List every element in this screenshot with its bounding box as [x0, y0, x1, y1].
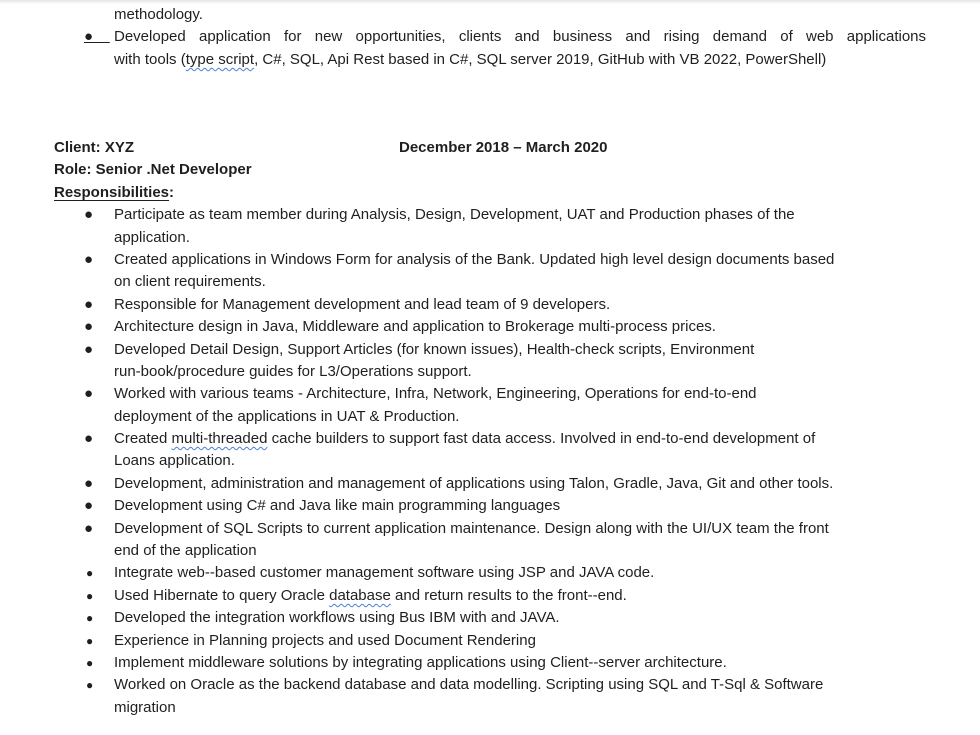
- bullet-icon: ●: [84, 430, 94, 448]
- spellcheck-flag[interactable]: multi-threaded: [171, 430, 268, 448]
- list-item: [54, 249, 940, 294]
- list-item: [54, 26, 940, 71]
- bullet-line: Developed Detail Design, Support Articles (for known issues), Health-check scripts, Environment: [114, 340, 755, 358]
- bullet-icon: ●: [86, 611, 94, 626]
- list-item: [54, 585, 940, 607]
- bullet-icon: ●: [86, 678, 94, 693]
- client-label: Client: XYZ: [54, 139, 135, 156]
- bullet-line: Developed application for new opportunities, clients and business and rising demand of web applications: [114, 28, 926, 46]
- continuation-text: methodology.: [114, 6, 203, 23]
- list-item: [54, 316, 940, 338]
- bullet-icon: ●: [84, 206, 94, 224]
- text: , C#, SQL, Api Rest based in C#, SQL server 2019, GitHub with VB 2022, PowerShell): [254, 50, 827, 68]
- job-section: [54, 137, 940, 719]
- list-item: [54, 339, 940, 384]
- bullet-line: Development of SQL Scripts to current application maintenance. Design along with the UI/UX team the front: [114, 519, 829, 537]
- list-item: [54, 428, 940, 473]
- list-item: [54, 630, 940, 652]
- job-dates: December 2018 – March 2020: [399, 139, 608, 156]
- list-item: [54, 674, 940, 719]
- bullet-line: Developed the integration workflows using Bus IBM with and JAVA.: [114, 609, 560, 627]
- heading-text: Responsibilities: [54, 183, 170, 201]
- list-item: [54, 652, 940, 674]
- bullet-icon: ●: [86, 655, 94, 670]
- text: with tools (: [114, 50, 186, 68]
- bullet-line: Development using C# and Java like main programming languages: [114, 497, 561, 515]
- list-item: [54, 495, 940, 517]
- bullet-line: Integrate web--based customer management software using JSP and JAVA code.: [114, 564, 655, 582]
- bullet-icon: ●: [84, 318, 94, 336]
- bullet-line: Architecture design in Java, Middleware and application to Brokerage multi-process prices.: [114, 318, 716, 336]
- bullet-icon: ●: [86, 633, 94, 648]
- spellcheck-flag[interactable]: type script: [185, 50, 255, 68]
- bullet-line: Participate as team member during Analysis, Design, Development, UAT and Production phases of the: [114, 206, 795, 224]
- list-item: [54, 383, 940, 428]
- text: and return results to the front--end.: [390, 586, 627, 604]
- bullet-line: Worked on Oracle as the backend database and data modelling. Scripting using SQL and T-Sql & Software: [114, 676, 824, 694]
- bullet-line: on client requirements.: [114, 273, 266, 291]
- list-item: [54, 294, 940, 316]
- bullet-line: Worked with various teams - Architecture, Infra, Network, Engineering, Operations for end-to-end: [114, 385, 757, 403]
- bullet-line: migration: [114, 698, 176, 716]
- bullet-icon: ●: [84, 474, 94, 492]
- bullet-line: run-book/procedure guides for L3/Operations support.: [114, 362, 472, 380]
- responsibilities-heading: [54, 182, 940, 204]
- bullet-line: end of the application: [114, 542, 257, 560]
- bullet-icon: ●: [84, 385, 94, 403]
- bullet-line: Created applications in Windows Form for analysis of the Bank. Updated high level design documents based: [114, 250, 835, 268]
- bullet-line: [114, 585, 940, 607]
- list-item: [54, 607, 940, 629]
- bullet-icon: ●: [84, 340, 94, 358]
- list-item: [54, 518, 940, 563]
- bullet-icon: ●: [84, 28, 110, 46]
- text: Used Hibernate to query Oracle: [114, 586, 330, 604]
- spellcheck-flag[interactable]: database: [329, 586, 391, 604]
- text: cache builders to support fast data access. Involved in end-to-end development of: [267, 430, 816, 448]
- bullet-icon: ●: [84, 295, 94, 313]
- list-item: [54, 473, 940, 495]
- bullet-icon: ●: [84, 250, 94, 268]
- bullet-icon: ●: [84, 519, 94, 537]
- role-label: Role: Senior .Net Developer: [54, 161, 252, 179]
- bullet-line: deployment of the applications in UAT & Production.: [114, 407, 460, 425]
- list-item: [54, 204, 940, 249]
- bullet-line: [114, 428, 940, 450]
- text: Created: [114, 430, 172, 448]
- colon: :: [169, 183, 175, 201]
- bullet-line: Development, administration and management of applications using Talon, Gradle, Java, Git and other tools.: [114, 474, 834, 492]
- bullet-line: application.: [114, 228, 190, 246]
- bullet-icon: ●: [86, 588, 94, 603]
- responsibilities-list: [54, 204, 940, 719]
- bullet-line: [114, 49, 940, 71]
- bullet-icon: ●: [86, 566, 94, 581]
- previous-section: [54, 4, 940, 71]
- bullet-icon: ●: [84, 497, 94, 515]
- bullet-line: Implement middleware solutions by integrating applications using Client--server architecture.: [114, 653, 727, 671]
- list-item: [54, 562, 940, 584]
- bullet-line: Experience in Planning projects and used Document Rendering: [114, 631, 536, 649]
- bullet-line: Loans application.: [114, 452, 235, 470]
- bullet-line: Responsible for Management development and lead team of 9 developers.: [114, 295, 611, 313]
